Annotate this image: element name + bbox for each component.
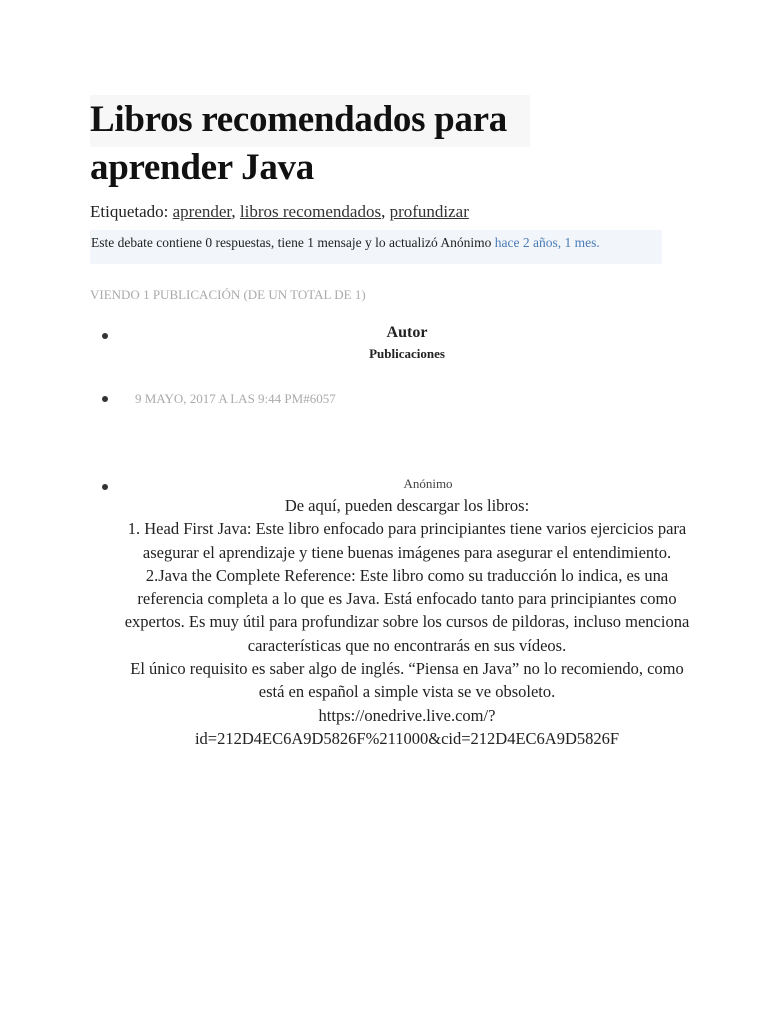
post-paragraph: 1. Head First Java: Este libro enfocado para principiantes tiene varios ejercicios para asegurar el aprendizaje y tiene buenas imágenes para asegurar el entendimiento. [127,519,687,562]
post-paragraph: 2.Java the Complete Reference: Este libro como su traducción lo indica, es una referencia completa a lo que es Java. Está enfocado tanto para principiantes como expertos. Es muy útil para profundizar sobre los cursos de pildoras, incluso menciona características que no encontrarás en sus vídeos. [124,565,690,655]
tag-link-libros-recomendados[interactable]: libros recomendados [239,202,382,221]
column-header-author: Autor [386,324,428,341]
post-content [120,494,694,750]
topic-tags: Etiquetado: aprender, libros recomendados, profundizar [90,202,469,221]
onedrive-link[interactable]: https://onedrive.live.com/?id=212D4EC6A9D5826F%211000&cid=212D4EC6A9D5826F [194,705,620,748]
tag-link-profundizar[interactable]: profundizar [389,202,469,221]
topic-info-text: Este debate contiene 0 respuestas, tiene 1 mensaje y lo actualizó Anónimo [91,235,495,250]
post-paragraph: De aquí, pueden descargar los libros: [284,496,530,515]
list-bullet [102,396,108,402]
post-paragraph: El único requisito es saber algo de inglés. “Piensa en Java” no lo recomiendo, como está en español a simple vista se ve obsoleto. [130,659,684,702]
tag-link-aprender[interactable]: aprender [172,202,232,221]
post-count-text: VIENDO 1 PUBLICACIÓN (DE UN TOTAL DE 1) [90,287,366,302]
post-author-name: Anónimo [403,476,453,491]
topic-info-notice [90,230,662,264]
list-bullet [102,484,108,490]
last-activity-link[interactable]: hace 2 años, 1 mes. [494,235,600,250]
column-header-posts: Publicaciones [369,346,445,361]
post-date-permalink[interactable]: 9 MAYO, 2017 A LAS 9:44 PM#6057 [135,391,336,406]
page-title: Libros recomendados para aprender Java [90,99,507,188]
list-bullet [102,333,108,339]
tags-label: Etiquetado: [90,202,169,221]
